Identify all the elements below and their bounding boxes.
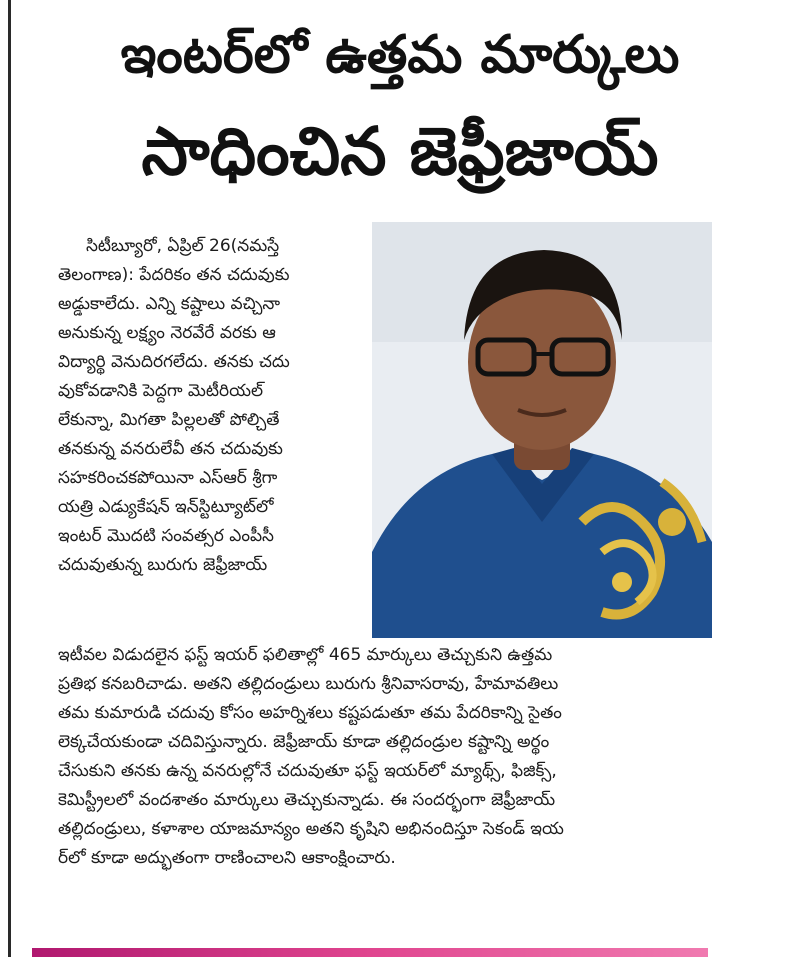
article-body <box>58 641 718 873</box>
text-line: చదువుతున్న బురుగు జెఫ్రీజాయ్ <box>58 555 268 575</box>
column-divider <box>8 0 11 957</box>
headline-line-2: సాధించిన జెఫ్రీజాయ్ <box>141 113 659 190</box>
text-line: లేకున్నా, మిగతా పిల్లలతో పోల్చితే <box>58 410 280 430</box>
bottom-color-bar <box>32 948 708 957</box>
text-line: ఇటీవల విడుదలైన ఫస్ట్ ఇయర్ ఫలితాల్లో 465 మార్కులు తెచ్చుకుని ఉత్తమ <box>58 645 553 665</box>
text-line: యత్రి ఎడ్యుకేషన్ ఇన్‌స్టిట్యూట్‌లో <box>58 497 274 517</box>
text-line: ర్‌లో కూడా అద్భుతంగా రాణించాలని ఆకాంక్షించారు. <box>58 848 396 868</box>
headline-line-1: ఇంటర్‌లో ఉత్తమ మార్కులు <box>120 25 680 85</box>
text-line: తెలంగాణ): పేదరికం తన చదువుకు <box>58 265 290 285</box>
article-column <box>58 232 360 580</box>
text-line: కెమిస్ట్రీలలో వందశాతం మార్కులు తెచ్చుకున్నాడు. ఈ సందర్భంగా జెఫ్రీజాయ్ <box>58 790 556 810</box>
text-line: ప్రతిభ కనబరిచాడు. అతని తల్లిదండ్రులు బురుగు శ్రీనివాసరావు, హేమావతిలు <box>58 674 559 694</box>
text-line: విద్యార్థి వెనుదిరగలేదు. తనకు చదు <box>58 352 290 372</box>
text-line: తల్లిదండ్రులు, కళాశాల యాజమాన్యం అతని కృషిని అభినందిస్తూ సెకండ్ ఇయ <box>58 819 564 839</box>
text-line: అడ్డుకాలేదు. ఎన్ని కష్టాలు వచ్చినా <box>58 294 281 314</box>
text-line: సహకరించకపోయినా ఎస్‌ఆర్ శ్రీగా <box>58 468 278 488</box>
text-line: అనుకున్న లక్ష్యం నెరవేరే వరకు ఆ <box>58 323 276 343</box>
text-line: చేసుకుని తనకు ఉన్న వనరుల్లోనే చదువుతూ ఫస్ట్ ఇయర్‌లో మ్యాథ్స్, ఫిజిక్స్, <box>58 761 557 781</box>
student-photo <box>372 222 712 638</box>
text-line: వుకోవడానికి పెద్దగా మెటీరియల్ <box>58 381 264 401</box>
text-line: లెక్కచేయకుండా చదివిస్తున్నారు. జెఫ్రీజాయ్ కూడా తల్లిదండ్రుల కష్టాన్ని అర్థం <box>58 732 550 752</box>
text-line: తనకున్న వనరులేవీ తన చదువుకు <box>58 439 283 459</box>
student-portrait-icon <box>372 222 712 638</box>
text-line: ఇంటర్ మొదటి సంవత్సర ఎంపీసీ <box>58 526 274 546</box>
text-line: తమ కుమారుడి చదువు కోసం అహర్నిశలు కష్టపడుతూ తమ పేదరికాన్ని సైతం <box>58 703 562 723</box>
text-line: సిటీబ్యూరో, ఏప్రిల్ 26(నమస్తే <box>86 236 280 256</box>
